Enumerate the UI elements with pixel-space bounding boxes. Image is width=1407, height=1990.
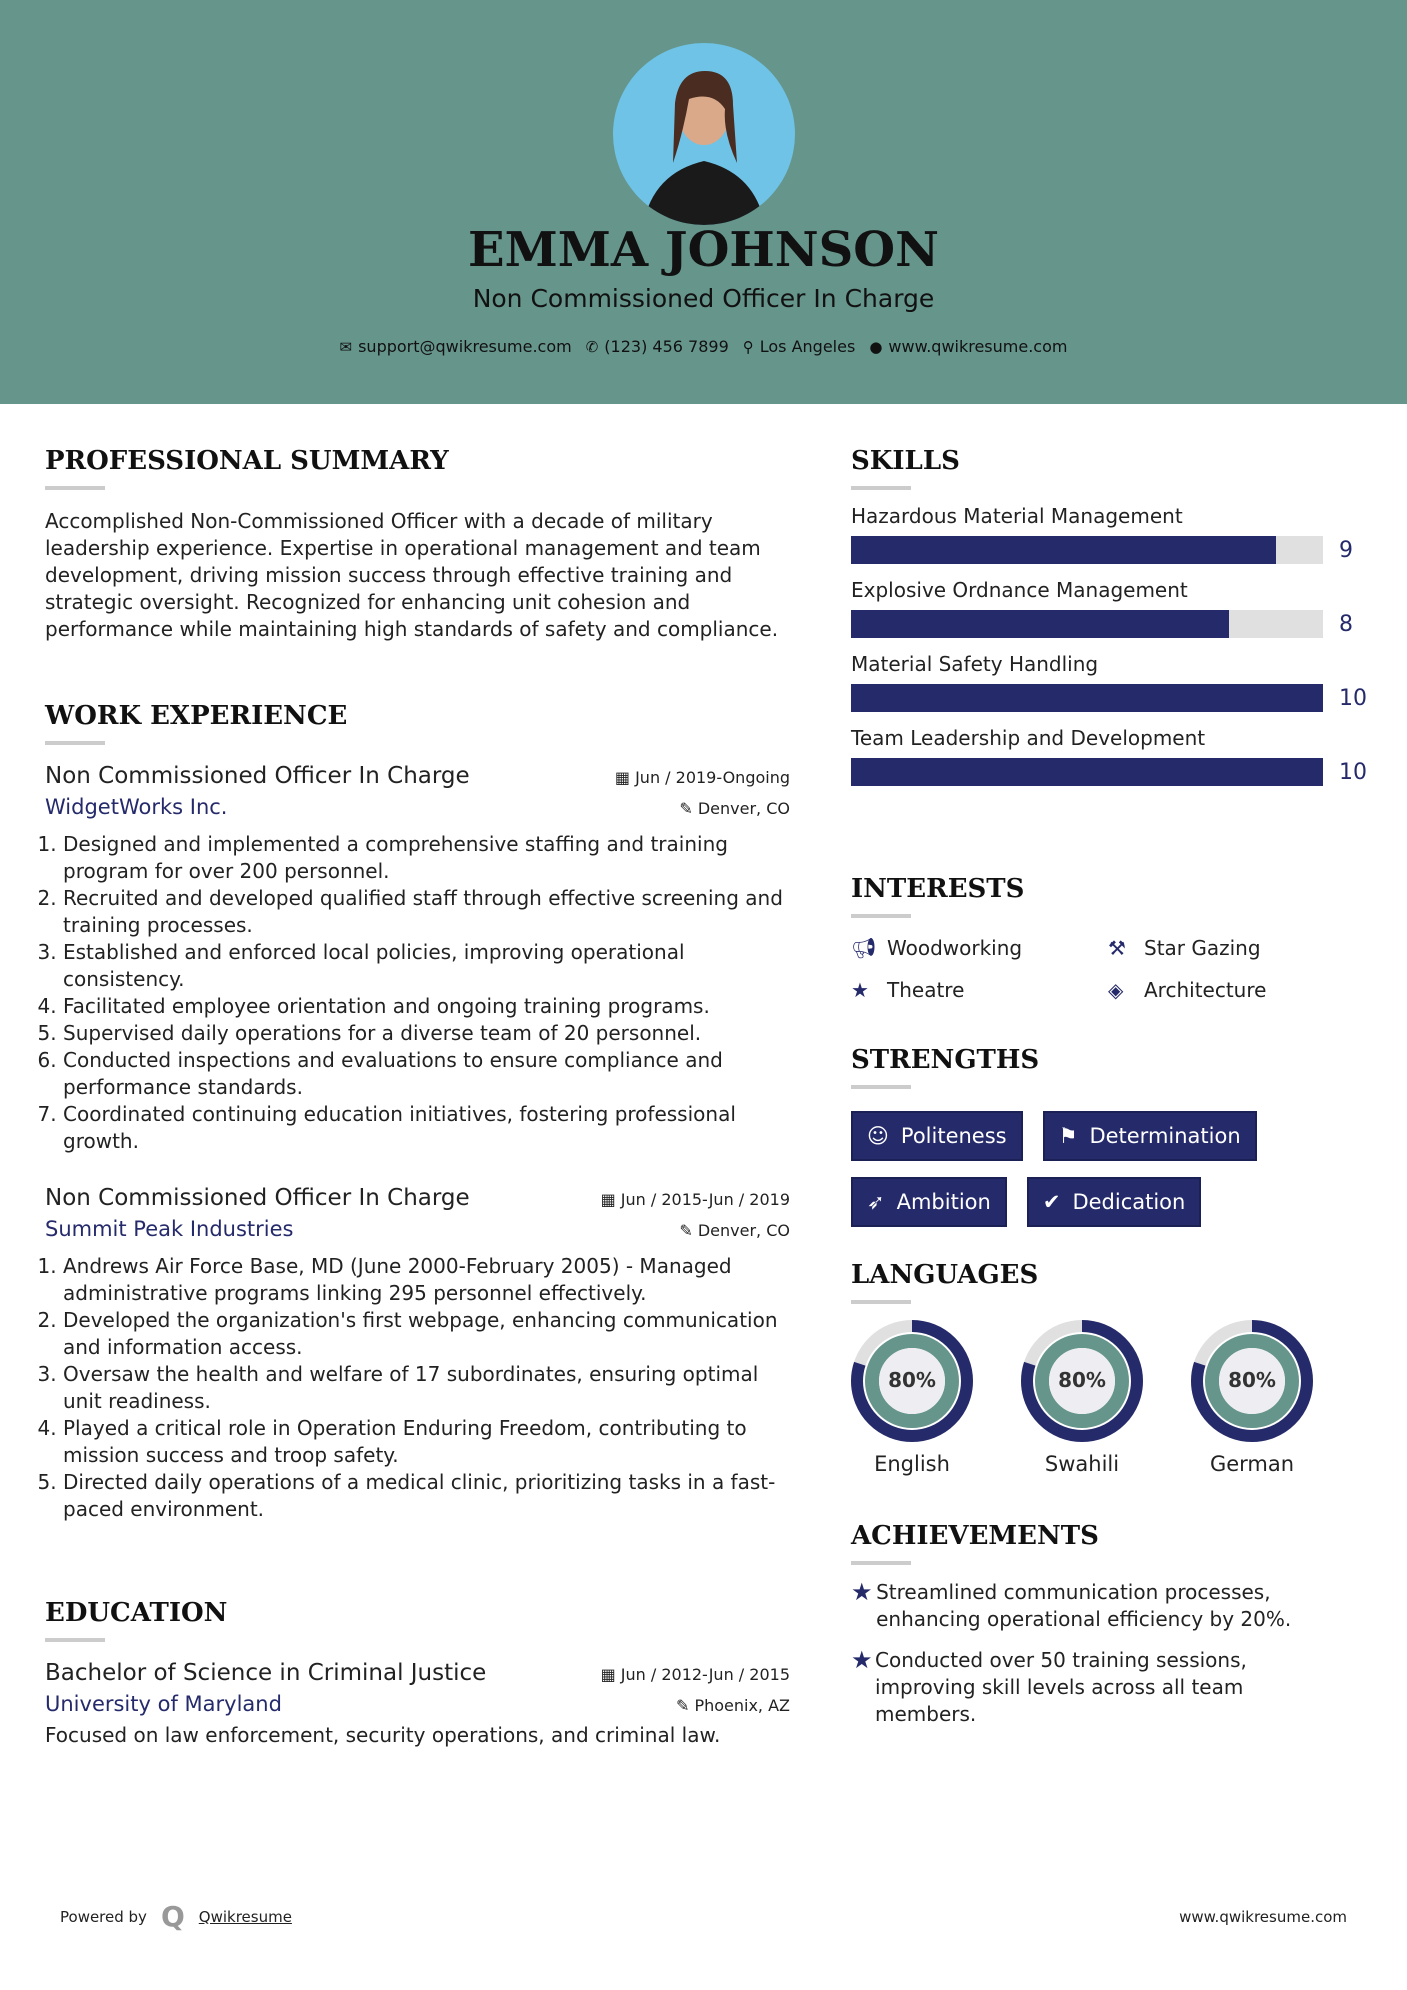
qwikresume-logo-icon: Q — [160, 1900, 185, 1933]
contact-info — [0, 337, 1407, 356]
job-title: Non Commissioned Officer In Charge — [45, 1185, 470, 1211]
school-name: University of Maryland — [45, 1692, 282, 1716]
company-name: WidgetWorks Inc. — [45, 795, 228, 819]
section-heading: SKILLS — [851, 446, 960, 476]
language-item — [1191, 1320, 1313, 1476]
job-location: Denver, CO — [697, 799, 790, 818]
heading-underline — [45, 741, 105, 745]
skill-bar-fill — [851, 684, 1323, 712]
megaphone-icon: 📢︎ — [851, 936, 877, 960]
skill-name: Explosive Ordnance Management — [851, 578, 1188, 602]
phone-icon: ✆ — [585, 338, 599, 356]
skill-bar — [851, 610, 1323, 638]
heading-underline — [45, 1638, 105, 1642]
interest-label: Star Gazing — [1144, 936, 1261, 960]
heading-underline — [851, 1561, 911, 1565]
strength-label: Determination — [1089, 1124, 1241, 1148]
skill-level: 10 — [1339, 759, 1367, 785]
interest-item — [851, 978, 1108, 1002]
skill-item — [851, 504, 1371, 564]
interests-section — [851, 874, 1371, 1002]
summary-text: Accomplished Non-Commissioned Officer with a decade of military leadership experience. Expertise in operational management and team development, driving mission success through effective training and strategic oversight. Recognized for enhancing unit cohesion and performance while maintaining high standards of safety and compliance. — [45, 509, 779, 641]
location-text: Los Angeles — [759, 337, 856, 356]
pin-icon: ✎ — [675, 1696, 695, 1715]
bullet-item: 2. Recruited and developed qualified staff through effective screening and training processes. — [63, 885, 790, 939]
rocket-icon: ➶ — [867, 1190, 885, 1214]
calendar-icon: ▦ — [600, 1665, 621, 1684]
powered-by-label: Powered by — [60, 1907, 147, 1926]
skill-bar-fill — [851, 610, 1229, 638]
globe-icon: ● — [869, 338, 883, 356]
section-heading: INTERESTS — [851, 874, 1025, 904]
achievements-section — [851, 1521, 1331, 1728]
education-date: Jun / 2012-Jun / 2015 — [620, 1665, 790, 1684]
achievement-item — [851, 1647, 1331, 1728]
pin-icon: ✎ — [679, 1221, 698, 1240]
skill-name: Hazardous Material Management — [851, 504, 1183, 528]
section-heading: EDUCATION — [45, 1598, 228, 1628]
language-item — [1021, 1320, 1143, 1476]
language-percent: 80% — [1228, 1368, 1276, 1392]
job-location: Denver, CO — [697, 1221, 790, 1240]
job-date: Jun / 2015-Jun / 2019 — [620, 1190, 790, 1209]
heading-underline — [851, 486, 911, 490]
company-name: Summit Peak Industries — [45, 1217, 294, 1241]
smile-icon: ☺ — [867, 1124, 889, 1148]
heading-underline — [45, 486, 105, 490]
skill-name: Material Safety Handling — [851, 652, 1099, 676]
degree-title: Bachelor of Science in Criminal Justice — [45, 1660, 487, 1686]
education-description: Focused on law enforcement, security operations, and criminal law. — [45, 1723, 721, 1747]
skill-bar-fill — [851, 758, 1323, 786]
bullet-item: 3. Established and enforced local policies, improving operational consistency. — [63, 939, 790, 993]
strength-label: Politeness — [900, 1124, 1007, 1148]
job-bullets — [45, 1253, 790, 1523]
resume-header — [0, 0, 1407, 404]
job-date: Jun / 2019-Ongoing — [635, 768, 790, 787]
interest-item — [1108, 936, 1348, 960]
heading-underline — [851, 1085, 911, 1089]
bullet-item: 7. Coordinated continuing education initiatives, fostering professional growth. — [63, 1101, 790, 1155]
skill-item — [851, 652, 1371, 712]
footer — [60, 1900, 1347, 1933]
bullet-item: 3. Oversaw the health and welfare of 17 subordinates, ensuring optimal unit readiness. — [63, 1361, 790, 1415]
heading-underline — [851, 914, 911, 918]
work-section — [45, 701, 790, 1523]
envelope-icon: ✉ — [339, 338, 353, 356]
candidate-title: Non Commissioned Officer In Charge — [472, 284, 935, 313]
strength-badge — [851, 1177, 1007, 1227]
summary-section — [45, 446, 795, 643]
footer-website[interactable]: www.qwikresume.com — [1179, 1907, 1347, 1926]
skill-bar — [851, 536, 1323, 564]
interest-label: Theatre — [887, 978, 965, 1002]
languages-section — [851, 1260, 1371, 1476]
award-star-icon: ★ — [851, 1646, 873, 1674]
interest-item — [1108, 978, 1348, 1002]
strength-label: Ambition — [896, 1190, 991, 1214]
award-star-icon: ★ — [851, 1578, 873, 1606]
section-heading: PROFESSIONAL SUMMARY — [45, 446, 449, 476]
calendar-icon: ▦ — [600, 1190, 621, 1209]
bullet-item: 1. Andrews Air Force Base, MD (June 2000-February 2005) - Managed administrative programs linking 295 personnel effectively. — [63, 1253, 790, 1307]
strength-badge — [1043, 1111, 1257, 1161]
ticket-icon: ◈ — [1108, 978, 1124, 1002]
skill-level: 10 — [1339, 685, 1367, 711]
bullet-item: 1. Designed and implemented a comprehensive staffing and training program for over 200 personnel. — [63, 831, 790, 885]
bullet-item: 5. Directed daily operations of a medical clinic, prioritizing tasks in a fast-paced environment. — [63, 1469, 790, 1523]
pin-icon: ✎ — [679, 799, 698, 818]
language-percent: 80% — [1058, 1368, 1106, 1392]
job-bullets — [45, 831, 790, 1155]
strength-badge — [851, 1111, 1023, 1161]
bullet-item: 5. Supervised daily operations for a diverse team of 20 personnel. — [63, 1020, 790, 1047]
section-heading: ACHIEVEMENTS — [851, 1521, 1099, 1551]
job-entry — [45, 763, 790, 1155]
skill-bar — [851, 684, 1323, 712]
email-link[interactable]: support@qwikresume.com — [358, 337, 572, 356]
calendar-icon: ▦ — [614, 768, 636, 787]
language-percent: 80% — [888, 1368, 936, 1392]
education-location: Phoenix, AZ — [694, 1696, 790, 1715]
flag-icon: ⚑ — [1058, 1124, 1078, 1148]
map-pin-icon: ⚲ — [742, 338, 754, 356]
interest-label: Architecture — [1144, 978, 1267, 1002]
gavel-icon: ⚒ — [1108, 936, 1126, 960]
phone-text: (123) 456 7899 — [604, 337, 729, 356]
strengths-section — [851, 1045, 1371, 1227]
job-title: Non Commissioned Officer In Charge — [45, 763, 470, 789]
language-name: English — [874, 1452, 950, 1476]
bullet-item: 4. Facilitated employee orientation and ongoing training programs. — [63, 993, 790, 1020]
bullet-item: 4. Played a critical role in Operation Enduring Freedom, contributing to mission success and troop safety. — [63, 1415, 790, 1469]
achievement-text: Streamlined communication processes, enhancing operational efficiency by 20%. — [876, 1580, 1292, 1631]
education-section — [45, 1598, 790, 1749]
achievement-item — [851, 1579, 1331, 1633]
skill-level: 8 — [1339, 611, 1353, 637]
star-icon: ★ — [851, 978, 869, 1002]
candidate-name: EMMA JOHNSON — [468, 222, 939, 278]
website-link[interactable]: www.qwikresume.com — [888, 337, 1068, 356]
interest-item — [851, 936, 1108, 960]
strength-badge — [1027, 1177, 1202, 1227]
section-heading: STRENGTHS — [851, 1045, 1040, 1075]
skill-bar — [851, 758, 1323, 786]
check-circle-icon: ✔ — [1042, 1190, 1061, 1214]
skill-item — [851, 578, 1371, 638]
job-entry — [45, 1185, 790, 1523]
achievement-text: Conducted over 50 training sessions, improving skill levels across all team members. — [875, 1648, 1247, 1726]
interest-label: Woodworking — [887, 936, 1023, 960]
skill-name: Team Leadership and Development — [851, 726, 1206, 750]
bullet-item: 6. Conducted inspections and evaluations to ensure compliance and performance standards. — [63, 1047, 790, 1101]
section-heading: LANGUAGES — [851, 1260, 1039, 1290]
strength-label: Dedication — [1072, 1190, 1186, 1214]
heading-underline — [851, 1300, 911, 1304]
language-name: Swahili — [1044, 1452, 1120, 1476]
language-item — [851, 1320, 973, 1476]
section-heading: WORK EXPERIENCE — [45, 701, 348, 731]
skill-item — [851, 726, 1371, 786]
skills-section — [851, 446, 1371, 786]
skill-level: 9 — [1339, 537, 1353, 563]
language-name: German — [1209, 1452, 1295, 1476]
profile-photo — [613, 43, 795, 225]
skill-bar-fill — [851, 536, 1276, 564]
qwikresume-link[interactable]: Qwikresume — [198, 1907, 292, 1926]
bullet-item: 2. Developed the organization's first webpage, enhancing communication and information access. — [63, 1307, 790, 1361]
